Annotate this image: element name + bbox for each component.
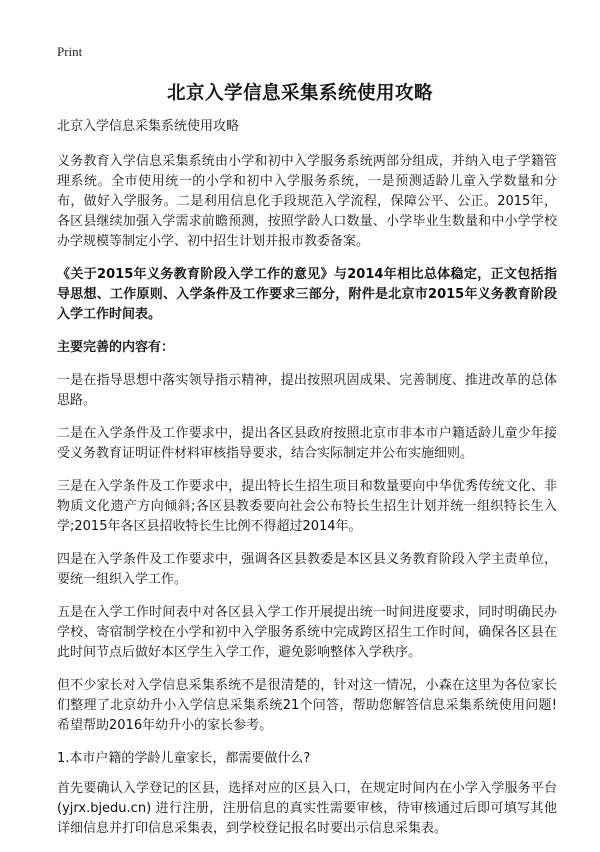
paragraph-intro: 义务教育入学信息采集系统由小学和初中入学服务系统两部分组成，并纳入电子学籍管理系统。全市使用统一的小学和初中入学服务系统，一是预测适龄儿童入学数量和分布，做好入学服务。二是利用信息化手段规范入学流程，保障公平、公正。2015年，各区县继续加强入学需求前瞻预测，按照学龄人口数量、小学毕业生数量和中小学学校办学规模等制定小学、初中招生计划并报市教委备案。	[57, 154, 557, 249]
paragraph-point-two: 二是在入学条件及工作要求中，提出各区县政府按照北京市非本市户籍适龄儿童少年接受义务教育证明证件材料审核指导要求，结合实际制定并公布实施细则。	[57, 426, 557, 461]
paragraph-point-four: 四是在入学条件及工作要求中，强调各区县教委是本区县义务教育阶段入学主责单位，要统一组织入学工作。	[57, 552, 557, 587]
paragraph-point-three: 三是在入学条件及工作要求中，提出特长生招生项目和数量要向中华优秀传统文化、非物质文化遗产方向倾斜;各区县教委要向社会公布特长生招生计划并统一组织特长生入学;2015年各区县招收特长生比例不得超过2014年。	[57, 479, 557, 534]
paragraph-opinion-summary: 《关于2015年义务教育阶段入学工作的意见》与2014年相比总体稳定，正文包括指导思想、工作原则、入学条件及工作要求三部分，附件是北京市2015年义务教育阶段入学工作时间表。	[57, 267, 557, 322]
article-title: 北京入学信息采集系统使用攻略	[166, 83, 433, 104]
paragraph-point-one: 一是在指导思想中落实领导指示精神，提出按照巩固成果、完善制度、推进改革的总体思路。	[57, 373, 557, 408]
article-subtitle: 北京入学信息采集系统使用攻略	[57, 119, 240, 134]
question-one: 1.本市户籍的学龄儿童家长，都需要做什么?	[57, 751, 311, 766]
paragraph-main-improvements-heading: 主要完善的内容有：	[57, 340, 175, 355]
article-body	[57, 117, 557, 852]
print-link[interactable]: Print	[57, 44, 83, 59]
answer-one: 首先要确认入学登记的区县，选择对应的区县入口，在规定时间内在小学入学服务平台(yjrx.bjedu.cn) 进行注册，注册信息的真实性需要审核，待审核通过后即可填写其他详细信息并打印信息采集表，到学校登记报名时要出示信息采集表。	[57, 781, 557, 836]
paragraph-point-five: 五是在入学工作时间表中对各区县入学工作开展提出统一时间进度要求，同时明确民办学校、寄宿制学校在小学和初中入学服务系统中完成跨区招生工作时间，确保各区县在此时间节点后做好本区学生入学工作，避免影响整体入学秩序。	[57, 605, 557, 660]
paragraph-faq-intro: 但不少家长对入学信息采集系统不是很清楚的，针对这一情况，小森在这里为各位家长们整理了北京幼升小入学信息采集系统21个问答，帮助您解答信息采集系统使用问题!希望帮助2016年幼升小的家长参考。	[57, 678, 557, 733]
